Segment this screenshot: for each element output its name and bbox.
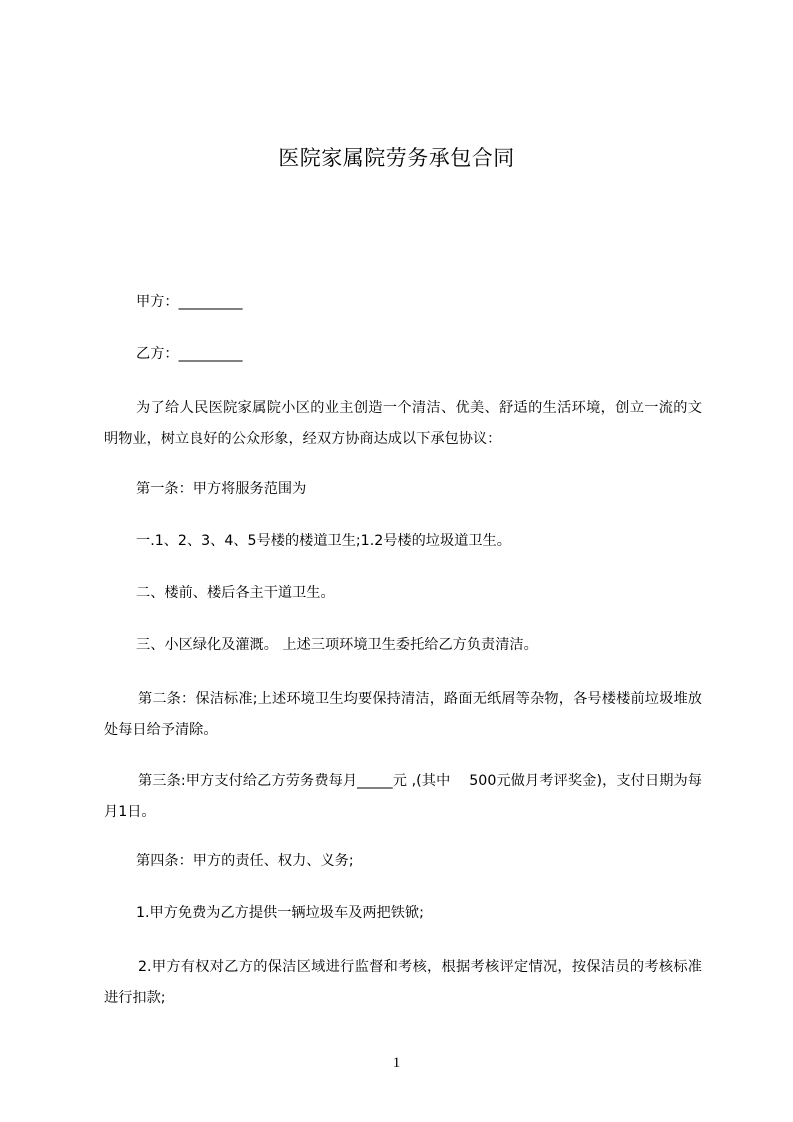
article-1-item-2: 二、楼前、楼后各主干道卫生。 bbox=[136, 585, 335, 601]
article-4-heading: 第四条：甲方的责任、权力、义务; bbox=[136, 853, 354, 869]
page-number: 1 bbox=[392, 1055, 401, 1071]
article-3-paragraph: 第三条:甲方支付给乙方劳务费每月_____元 ,(其中 500元做月考评奖金)，支付日期为每月1日。 bbox=[104, 773, 702, 820]
article-4-item-1: 1.甲方免费为乙方提供一辆垃圾车及两把铁锨; bbox=[136, 905, 424, 921]
document-title: 医院家属院劳务承包合同 bbox=[278, 146, 515, 170]
article-1-item-1: 一.1、2、3、4、5号楼的楼道卫生;1.2号楼的垃圾道卫生。 bbox=[136, 533, 511, 549]
article-1-item-3: 三、小区绿化及灌溉。 上述三项环境卫生委托给乙方负责清洁。 bbox=[136, 637, 538, 653]
article-1-heading: 第一条：甲方将服务范围为 bbox=[136, 481, 307, 497]
article-2-paragraph: 第二条：保洁标准;上述环境卫生均要保持清洁，路面无纸屑等杂物，各号楼楼前垃圾堆放处每日给予清除。 bbox=[104, 691, 702, 738]
article-4-item-2: 2.甲方有权对乙方的保洁区域进行监督和考核，根据考核评定情况，按保洁员的考核标准进行扣款; bbox=[104, 959, 702, 1006]
party-a-line: 甲方：_________ bbox=[136, 294, 243, 310]
party-b-line: 乙方：_________ bbox=[136, 346, 243, 362]
intro-paragraph: 为了给人民医院家属院小区的业主创造一个清洁、优美、舒适的生活环境，创立一流的文明物业，树立良好的公众形象，经双方协商达成以下承包协议： bbox=[104, 400, 702, 447]
